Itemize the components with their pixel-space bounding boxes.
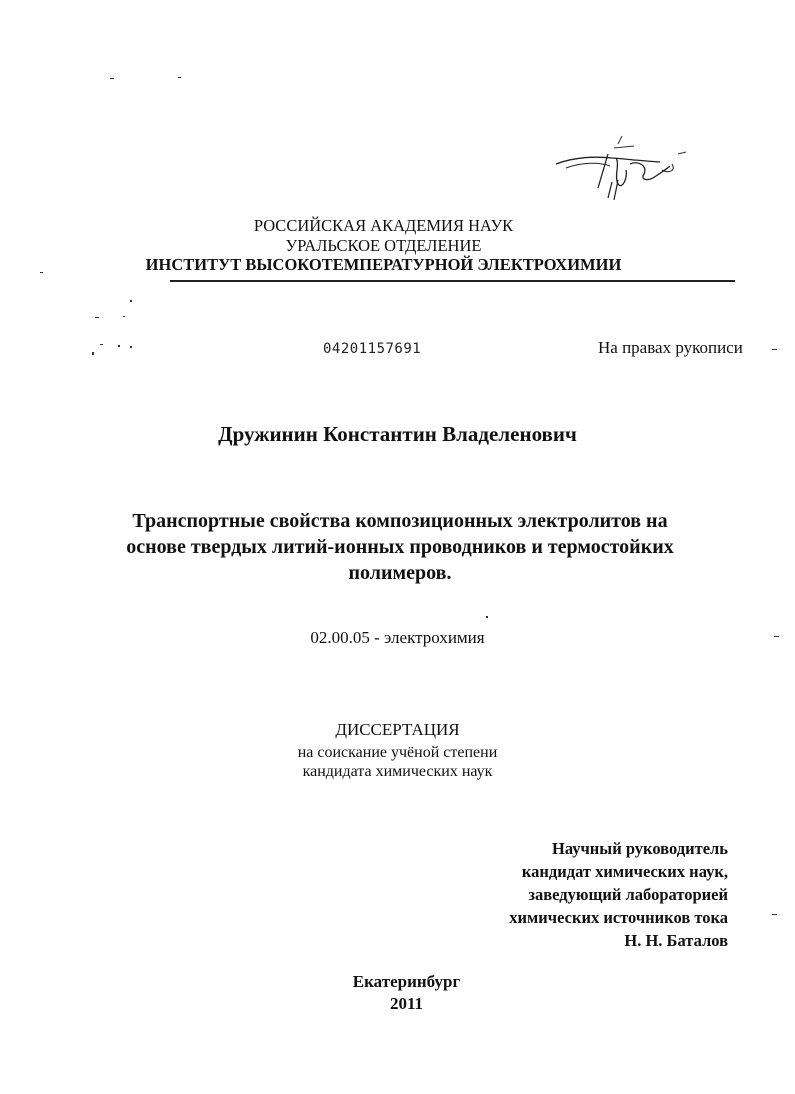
supervisor-degree: кандидат химических наук, [521, 862, 728, 881]
document-type: ДИССЕРТАЦИЯ [335, 720, 460, 739]
specialty: 02.00.05 - электрохимия [310, 628, 485, 647]
scan-speck [772, 914, 777, 915]
scan-speck [130, 300, 132, 302]
scan-speck [40, 272, 43, 273]
supervisor-name: Н. Н. Баталов [624, 931, 728, 950]
handwritten-signature [552, 128, 692, 208]
header-divider [170, 280, 735, 282]
author-name: Дружинин Константин Владеленович [218, 422, 577, 446]
supervisor-role: Научный руководитель [552, 839, 728, 858]
dissertation-title [120, 508, 680, 586]
institute-name: ИНСТИТУТ ВЫСОКОТЕМПЕРАТУРНОЙ ЭЛЕКТРОХИМИИ [145, 255, 622, 274]
year: 2011 [389, 994, 424, 1013]
scan-speck [772, 349, 777, 350]
degree-purpose-line-1: на соискание учёной степени [297, 744, 498, 761]
registration-code: 04201157691 [323, 341, 422, 357]
academy-name: РОССИЙСКАЯ АКАДЕМИЯ НАУК [253, 216, 514, 235]
scan-speck [130, 346, 132, 348]
scan-speck [178, 77, 181, 78]
scan-speck [774, 636, 779, 637]
scan-speck [118, 345, 120, 347]
scan-speck [95, 317, 99, 318]
branch-name: УРАЛЬСКОЕ ОТДЕЛЕНИЕ [285, 236, 482, 255]
rights-note: На правах рукописи [598, 338, 743, 357]
supervisor-position-2: химических источников тока [509, 908, 728, 927]
scan-speck [486, 616, 488, 618]
degree-purpose-line-2: кандидата химических наук [302, 763, 493, 780]
supervisor-block [509, 837, 728, 952]
scan-speck [92, 352, 94, 355]
title-line: основе твердых литий-ионных проводников и термостойких [126, 536, 674, 558]
supervisor-position-1: заведующий лабораторией [528, 885, 728, 904]
scan-speck [100, 344, 103, 345]
scan-speck [123, 316, 125, 317]
city: Екатеринбург [352, 972, 461, 991]
title-line: Транспортные свойства композиционных электролитов на [132, 510, 668, 532]
title-line: полимеров. [348, 562, 452, 584]
scan-speck [110, 78, 114, 79]
